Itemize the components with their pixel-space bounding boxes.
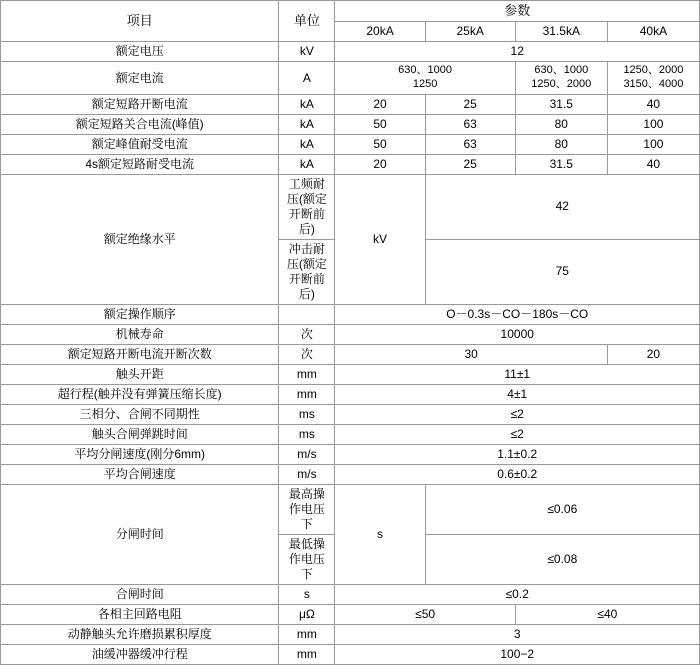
row-value-3: 31.5 <box>515 154 607 174</box>
row-label: 额定电压 <box>1 42 279 62</box>
table-row <box>1 174 700 239</box>
table-row <box>1 324 700 344</box>
row-value-2: 63 <box>425 114 515 134</box>
table-row <box>1 624 700 644</box>
table-row <box>1 444 700 464</box>
row-unit: mm <box>279 364 335 384</box>
row-label: 平均合闸速度 <box>1 464 279 484</box>
row-value: 0.6±0.2 <box>335 464 700 484</box>
header-param-40ka: 40kA <box>607 22 699 42</box>
row-value-2: 63 <box>425 134 515 154</box>
row-label: 额定短路开断电流 <box>1 94 279 114</box>
row-label: 机械寿命 <box>1 324 279 344</box>
row-unit: kA <box>279 94 335 114</box>
table-row <box>1 604 700 624</box>
header-param-31-5ka: 31.5kA <box>515 22 607 42</box>
row-value: 100−2 <box>335 644 700 664</box>
row-label: 动静触头允许磨损累积厚度 <box>1 624 279 644</box>
row-unit: s <box>335 484 425 584</box>
row-label: 额定短路关合电流(峰值) <box>1 114 279 134</box>
sub-row-label-2: 冲击耐压(额定开断前后) <box>279 239 335 304</box>
row-value-1: 30 <box>335 344 607 364</box>
row-value: 10000 <box>335 324 700 344</box>
row-unit: s <box>279 584 335 604</box>
value-line-2: 3150、4000 <box>623 78 684 90</box>
row-value: 11±1 <box>335 364 700 384</box>
row-unit: mm <box>279 384 335 404</box>
row-value-2: 20 <box>607 344 699 364</box>
row-label: 油缓冲器缓冲行程 <box>1 644 279 664</box>
row-label: 4s额定短路耐受电流 <box>1 154 279 174</box>
row-unit: m/s <box>279 464 335 484</box>
row-unit <box>279 304 335 324</box>
row-value-4: 100 <box>607 134 699 154</box>
value-line-2: 1250 <box>412 78 438 90</box>
row-unit: m/s <box>279 444 335 464</box>
header-param-20ka: 20kA <box>335 22 425 42</box>
row-value-2: 25 <box>425 154 515 174</box>
header-item: 项目 <box>1 1 279 42</box>
row-unit: μΩ <box>279 604 335 624</box>
row-value-2: 25 <box>425 94 515 114</box>
table-row <box>1 644 700 664</box>
row-value-1: 20 <box>335 94 425 114</box>
row-label: 分闸时间 <box>1 484 279 584</box>
row-value: 12 <box>335 42 700 62</box>
table-row <box>1 584 700 604</box>
row-unit: kA <box>279 154 335 174</box>
row-label: 额定电流 <box>1 62 279 95</box>
row-value-4: 100 <box>607 114 699 134</box>
row-value: 4±1 <box>335 384 700 404</box>
row-label: 平均分闸速度(刚分6mm) <box>1 444 279 464</box>
table-row <box>1 424 700 444</box>
row-value: ≤2 <box>335 424 700 444</box>
row-value: ≤2 <box>335 404 700 424</box>
row-value-1: ≤50 <box>335 604 515 624</box>
row-label: 超行程(触并没有弹簧压缩长度) <box>1 384 279 404</box>
row-value-cell-1 <box>335 62 515 95</box>
row-label: 额定操作顺序 <box>1 304 279 324</box>
row-value: 1.1±0.2 <box>335 444 700 464</box>
row-value: 3 <box>335 624 700 644</box>
row-unit: ms <box>279 424 335 444</box>
row-value-cell-2 <box>515 62 607 95</box>
table-row <box>1 484 700 534</box>
row-label: 触头开距 <box>1 364 279 384</box>
sub-row-label-1: 工频耐压(额定开断前后) <box>279 174 335 239</box>
value-line-2: 1250、2000 <box>531 78 592 90</box>
table-row <box>1 154 700 174</box>
row-unit: kA <box>279 114 335 134</box>
row-unit: ms <box>279 404 335 424</box>
header-parameters: 参数 <box>335 1 700 22</box>
row-value-3: 31.5 <box>515 94 607 114</box>
table-row <box>1 384 700 404</box>
table-row <box>1 344 700 364</box>
row-value-3: 80 <box>515 114 607 134</box>
row-label: 合闸时间 <box>1 584 279 604</box>
row-value-1: 20 <box>335 154 425 174</box>
row-unit: kV <box>279 42 335 62</box>
row-label: 额定绝缘水平 <box>1 174 279 304</box>
row-unit: kV <box>335 174 425 304</box>
row-label: 各相主回路电阻 <box>1 604 279 624</box>
table-header-row-1 <box>1 1 700 22</box>
row-value: O－0.3s－CO－180s－CO <box>335 304 700 324</box>
sub-row-value-1: 42 <box>425 174 699 239</box>
value-line-1: 630、1000 <box>398 64 452 77</box>
table-row <box>1 304 700 324</box>
table-row <box>1 94 700 114</box>
row-value-3: 80 <box>515 134 607 154</box>
table-row <box>1 62 700 95</box>
row-value-1: 50 <box>335 134 425 154</box>
table-row <box>1 114 700 134</box>
sub-row-value-2: ≤0.08 <box>425 534 699 584</box>
row-unit: A <box>279 62 335 95</box>
table-row <box>1 364 700 384</box>
table-row <box>1 404 700 424</box>
row-unit: mm <box>279 624 335 644</box>
row-unit: 次 <box>279 324 335 344</box>
sub-row-label-1: 最高操作电压下 <box>279 484 335 534</box>
table-row <box>1 42 700 62</box>
row-value-cell-3 <box>607 62 699 95</box>
row-label: 额定短路开断电流开断次数 <box>1 344 279 364</box>
row-value-4: 40 <box>607 94 699 114</box>
value-line-1: 630、1000 <box>534 64 589 77</box>
row-value-2: ≤40 <box>515 604 699 624</box>
row-value: ≤0.2 <box>335 584 700 604</box>
value-line-1: 1250、2000 <box>623 64 684 77</box>
sub-row-label-2: 最低操作电压下 <box>279 534 335 584</box>
row-label: 触头合闸弹跳时间 <box>1 424 279 444</box>
table-row <box>1 134 700 154</box>
row-label: 额定峰值耐受电流 <box>1 134 279 154</box>
sub-row-value-2: 75 <box>425 239 699 304</box>
row-value-4: 40 <box>607 154 699 174</box>
header-unit: 单位 <box>279 1 335 42</box>
sub-row-value-1: ≤0.06 <box>425 484 699 534</box>
row-unit: 次 <box>279 344 335 364</box>
table-row <box>1 464 700 484</box>
row-unit: kA <box>279 134 335 154</box>
row-value-1: 50 <box>335 114 425 134</box>
row-label: 三相分、合闸不同期性 <box>1 404 279 424</box>
row-unit: mm <box>279 644 335 664</box>
header-param-25ka: 25kA <box>425 22 515 42</box>
